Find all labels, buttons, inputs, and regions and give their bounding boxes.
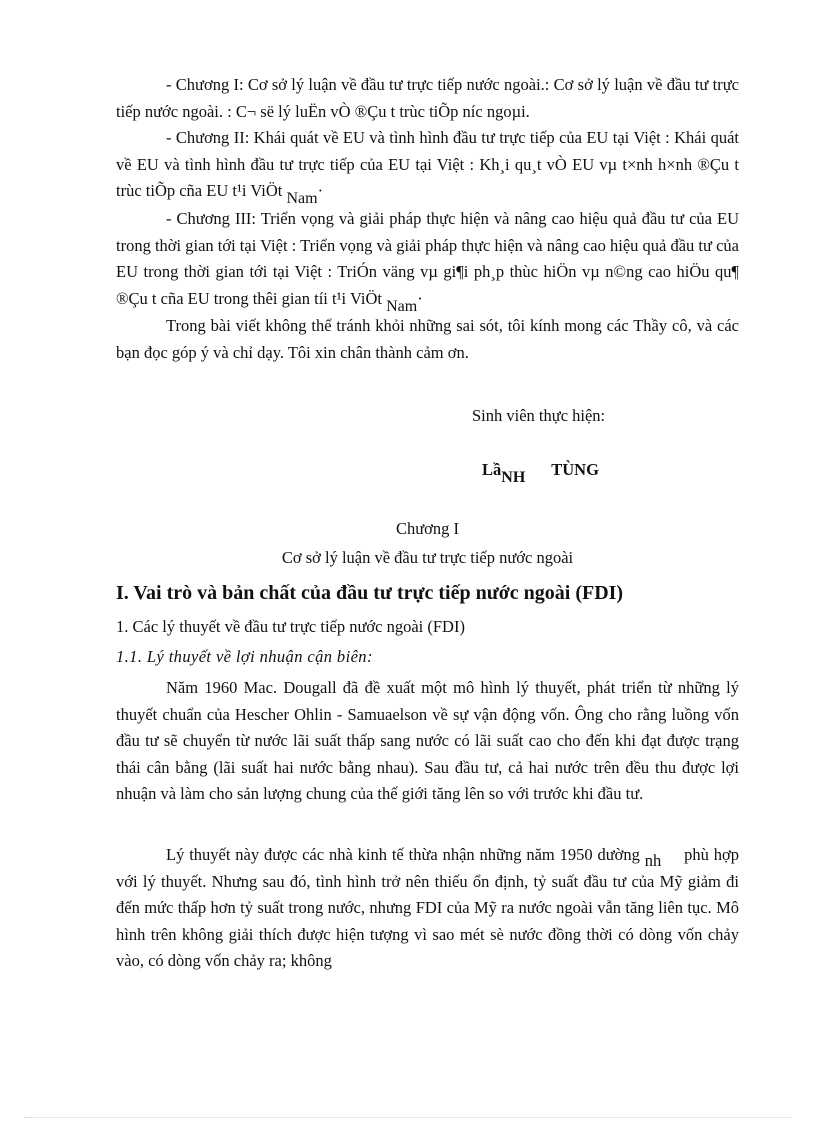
section-heading: I. Vai trò và bản chất của đầu tư trực tiếp nước ngoài (FDI) [116, 582, 624, 604]
intro-chapter-1: - Chương I: Cơ sở lý luận về đầu tư trực tiếp nước ngoài.: Cơ sở lý luận về đầu tư trực tiếp nước ngoài. : C¬ së lý luËn vÒ ®Çu t trùc tiÕp níc ngoµi. [116, 75, 739, 121]
document-page [116, 72, 739, 971]
body-paragraph-1-block [116, 675, 739, 808]
intro-chapter-2-subscript: Nam [286, 190, 318, 208]
chapter-number: Chương I [395, 519, 460, 538]
page-footer-divider [24, 1117, 792, 1118]
intro-chapter-3-subscript: Nam [386, 297, 418, 315]
body-paragraph-2-block [116, 842, 739, 975]
subsection-heading: 1. Các lý thuyết về đầu tư trực tiếp nước ngoài (FDI) [116, 617, 465, 636]
closing-paragraph: Trong bài viết không thể tránh khỏi những sai sót, tôi kính mong các Thầy cô, và các bạn đọc góp ý và chỉ dạy. Tôi xin chân thành cảm ơn. [116, 316, 739, 362]
body-paragraph-2: Lý thuyết này được các nhà kinh tế thừa nhận những năm 1950 dường nh phù hợp với lý thuyết. Nhưng sau đó, tình hình trở nên thiếu ổn định, tỷ suất đầu tư của Mỹ giảm đi đến mức thấp hơn tỷ suất trong nước, nhưng FDI của Mỹ ra nước ngoài vẫn tăng liên tục. Mô hình trên không giải thích được hiện tượng vì sao mét sè nước đồng thời có dòng vốn chảy vào, có dòng vốn chảy ra; không [116, 845, 739, 971]
intro-chapter-2: - Chương II: Khái quát về EU và tình hình đầu tư trực tiếp của EU tại Việt : Khái quát về EU và tình hình đầu tư trực tiếp của EU tại Việt : Kh¸i qu¸t vÒ EU vµ t×nh h×nh ®Çu t trùc tiÕp cña EU t¹i ViÖt Nam· [116, 128, 739, 208]
signature-name: LầNH TÙNG [482, 460, 599, 486]
signature-label: Sinh viên thực hiện: [472, 406, 606, 425]
subsubsection-heading: 1.1. Lý thuyết về lợi nhuận cận biên: [116, 647, 373, 666]
chapter-title: Cơ sở lý luận về đầu tư trực tiếp nước ngoài [281, 548, 574, 567]
body-paragraph-1: Năm 1960 Mac. Dougall đã đề xuất một mô hình lý thuyết, phát triển từ những lý thuyết chuẩn của Hescher Ohlin - Samuaelson về sự vận động vốn. Ông cho rằng luồng vốn đầu tư sẽ chuyển từ nước lãi suất thấp sang nước có lãi suất cao cho đến khi đạt được trạng thái cân bằng (lãi suất hai nước bằng nhau). Sau đầu tư, cả hai nước trên đều thu được lợi nhuận và làm cho sản lượng chung của thế giới tăng lên so với trước khi đầu tư. [116, 678, 739, 804]
intro-chapter-3: - Chương III: Triển vọng và giải pháp thực hiện và nâng cao hiệu quả đầu tư của EU trong thời gian tới tại Việt : Triển vọng và giải pháp thực hiện và nâng cao hiệu quả đầu tư của EU trong thời gian tới tại Việt : TriÓn väng vµ gi¶i ph¸p thùc hiÖn vµ n©ng cao hiÖu qu¶ ®Çu t cña EU trong thêi gian tíi t¹i ViÖt Nam· [116, 208, 739, 315]
